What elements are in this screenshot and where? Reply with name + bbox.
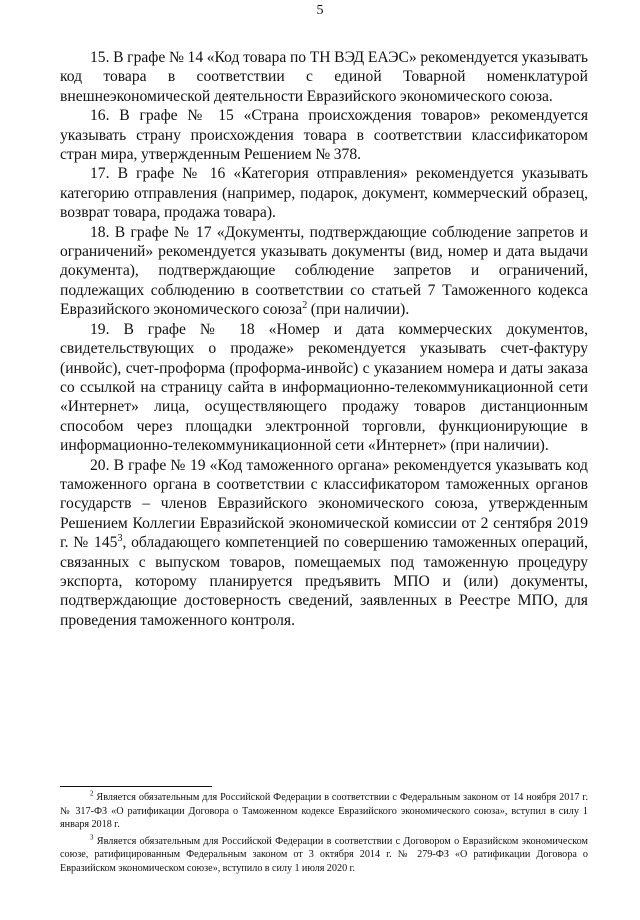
paragraph-18-text: 18. В графе № 17 «Документы, подтверждающие соблюдение запретов и ограничений» рекомендуется указывать документы (вид, номер и дата выдачи документа), подтверждающие соблюдение запретов и ограничений, подлежащих соблюдению в соответствии со статьей 7 Таможенного кодекса Евразийского экономического союза bbox=[60, 223, 588, 319]
paragraph-15: 15. В графе № 14 «Код товара по ТН ВЭД ЕАЭС» рекомендуется указывать код товара в соответствии с единой Товарной номенклатурой внешнеэкономической деятельности Евразийского экономического союза. bbox=[60, 49, 588, 105]
paragraph-17: 17. В графе № 16 «Категория отправления» рекомендуется указывать категорию отправления (например, подарок, документ, коммерческий образец, возврат товара, продажа товара). bbox=[60, 165, 588, 222]
paragraph-18 bbox=[60, 223, 588, 320]
paragraph-16: 16. В графе № 15 «Страна происхождения товаров» рекомендуется указывать страну происхождения товара в соответствии классификатором стран мира, утвержденным Решением № 378. bbox=[60, 107, 588, 164]
footnote-2 bbox=[60, 791, 588, 832]
footnote-divider bbox=[60, 786, 212, 787]
paragraph-20-tail: , обладающего компетенцией по совершению таможенных операций, связанных с выпуском товаров, помещаемых под таможенную процедуру экспорта, которому планируется предъявить МПО и (или) документы, подтверждающие достоверность сведений, заявленных в Реестре МПО, для проведения таможенного контроля. bbox=[60, 534, 588, 629]
page-number: 5 bbox=[316, 3, 324, 18]
paragraph-18-tail: (при наличии). bbox=[307, 301, 410, 319]
footnote-mark-2: 2 bbox=[90, 789, 94, 798]
paragraph-19: 19. В графе № 18 «Номер и дата коммерческих документов, свидетельствующих о продаже» рекомендуется указывать счет-фактуру (инвойс), счет-проформа (проформа-инвойс) с указанием номера и даты заказа со ссылкой на страницу сайта в информационно-телекоммуникационной сети «Интернет» лица, осуществляющего продажу товаров дистанционным способом через площадки электронной торговли, функционирующие в информационно-телекоммуникационной сети «Интернет» (при наличии). bbox=[60, 320, 588, 455]
paragraph-20 bbox=[60, 456, 588, 631]
footnotes bbox=[60, 791, 588, 876]
footnote-ref-3: 3 bbox=[117, 532, 123, 544]
paragraph-20-text: 20. В графе № 19 «Код таможенного органа» рекомендуется указывать код таможенного органа в соответствии с классификатором таможенных органов государств – членов Евразийского экономического союза, утвержденным Решением Коллегии Евразийской экономической комиссии от 2 сентября 2019 г. № 145 bbox=[60, 456, 588, 552]
footnote-2-text: Является обязательным для Российской Федерации в соответствии с Федеральным законом от 14 ноября 2017 г. № 317-ФЗ «О ратификации Договора о Таможенном кодексе Евразийского экономического союза», вступил в силу 1 января 2018 г. bbox=[60, 792, 588, 831]
footnote-mark-3: 3 bbox=[90, 833, 94, 842]
document-body bbox=[60, 48, 588, 630]
footnote-ref-2: 2 bbox=[302, 300, 308, 312]
footnote-3-text: Является обязательным для Российской Федерации в соответствии с Договором о Евразийском экономическом союзе, ратифицированным Федеральным законом от 3 октября 2014 г. № 279-ФЗ «О ратификации Договора о Евразийском экономическом союзе», вступило в силу 1 июля 2020 г. bbox=[60, 835, 588, 874]
footnote-3 bbox=[60, 835, 588, 876]
